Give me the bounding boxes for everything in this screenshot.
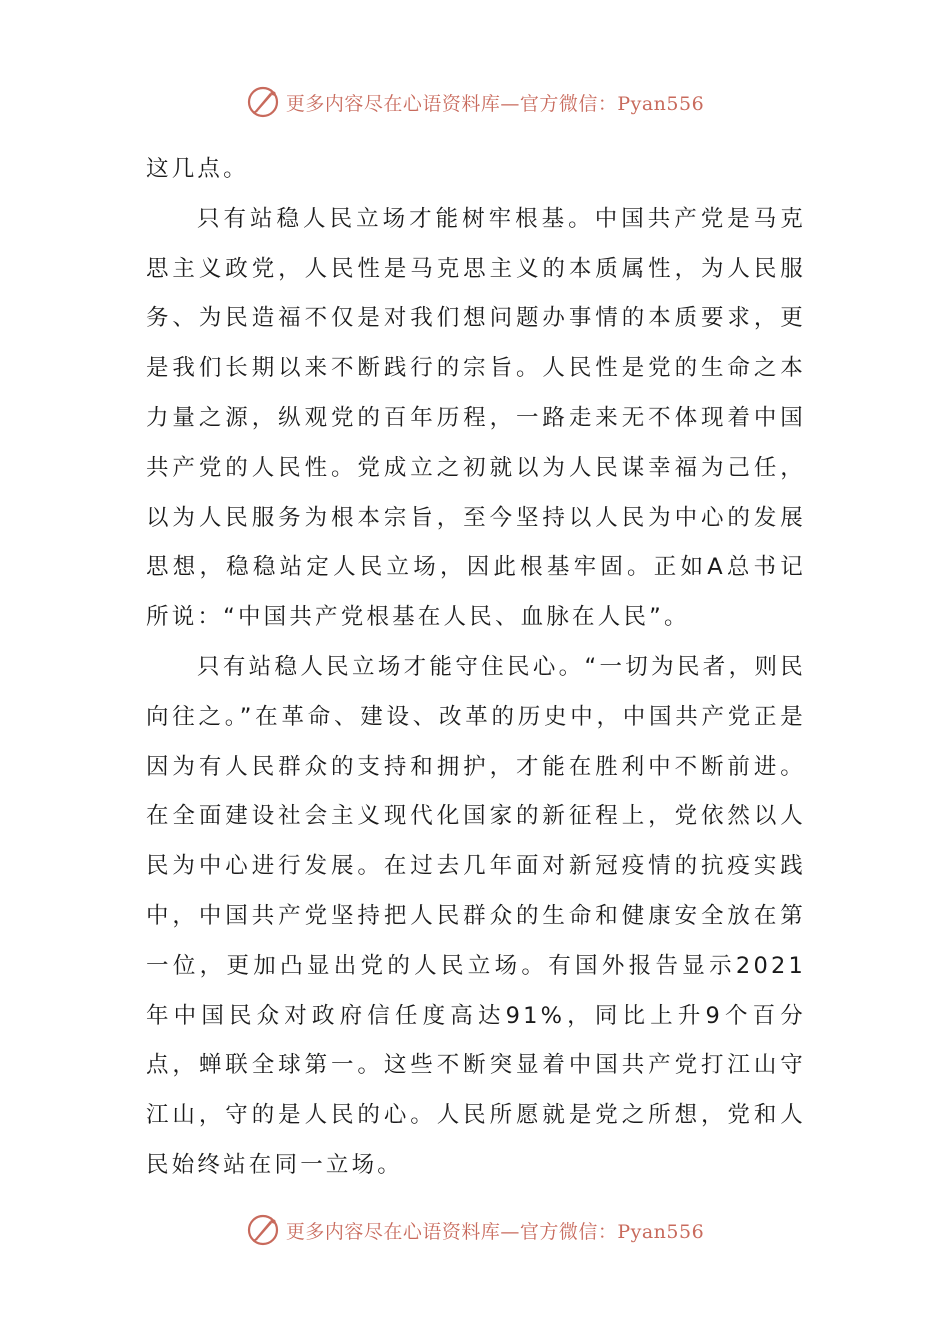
paragraph-continuation: 这几点。 (146, 156, 249, 182)
paragraph-root-foundation: 只有站稳人民立场才能树牢根基。中国共产党是马克思主义政党，人民性是马克思主义的本质属性，为人民服务、为民造福不仅是对我们想问题办事情的本质要求，更是我们长期以来不断践行的宗旨。人民性是党的生命之本力量之源，纵观党的百年历程，一路走来无不体现着中国共产党的人民性。党成立之初就以为人民谋幸福为己任，以为人民服务为根本宗旨，至今坚持以人民为中心的发展思想，稳稳站定人民立场，因此根基牢固。正如A总书记所说：“中国共产党根基在人民、血脉在人民”。 (146, 205, 806, 631)
paragraph-win-hearts: 只有站稳人民立场才能守住民心。“一切为民者，则民向往之。”在革命、建设、改革的历史中，中国共产党正是因为有人民群众的支持和拥护，才能在胜利中不断前进。在全面建设社会主义现代化国家的新征程上，党依然以人民为中心进行发展。在过去几年面对新冠疫情的抗疫实践中，中国共产党坚持把人民群众的生命和健康安全放在第一位，更加凸显出党的人民立场。有国外报告显示2021年中国民众对政府信任度高达91%，同比上升9个百分点，蝉联全球第一。这些不断突显着中国共产党打江山守江山，守的是人民的心。人民所愿就是党之所想，党和人民始终站在同一立场。 (146, 653, 806, 1178)
header-banner-text: 更多内容尽在心语资料库—官方微信：Pyan556 (285, 92, 705, 115)
quill-pen-icon (246, 1213, 280, 1247)
quill-pen-icon (246, 85, 280, 119)
footer-banner (0, 1210, 950, 1250)
document-body (146, 145, 806, 1191)
footer-banner-text: 更多内容尽在心语资料库—官方微信：Pyan556 (285, 1220, 705, 1243)
header-banner (0, 82, 950, 122)
